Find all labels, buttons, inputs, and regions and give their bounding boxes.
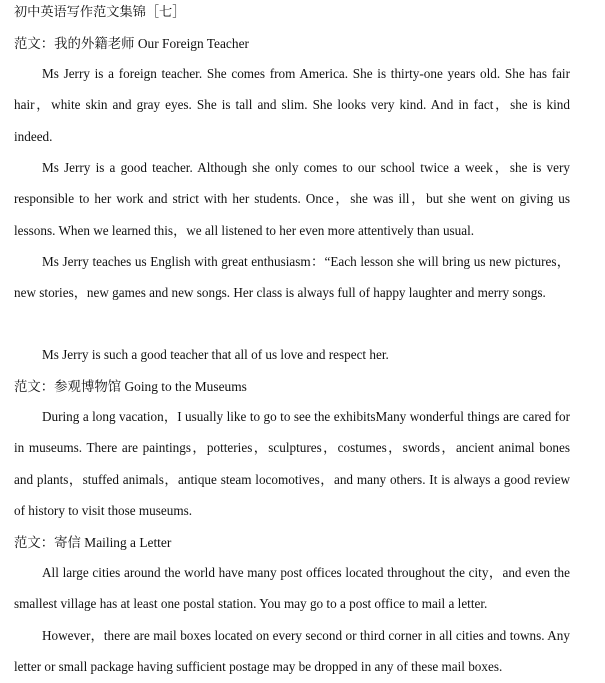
paragraph: Ms Jerry teaches us English with great enthusiasm：“Each lesson she will bring us new pictures，new stories，new games and new songs. Her class is always full of happy laughter and merry songs. — [14, 254, 570, 301]
paragraph: However，there are mail boxes located on every second or third corner in all cities and towns. Any letter or small package having sufficient postage may be dropped in any of these mail boxes. — [14, 628, 570, 675]
paragraph: Ms Jerry is a good teacher. Although she only comes to our school twice a week，she is very responsible to her work and strict with her students. Once，she was ill，but she went on giving us lessons. When we learned this，we all listened to her even more attentively than usual. — [14, 160, 570, 238]
section-heading-going-to-the-museums: 范文：参观博物馆 Going to the Museums — [14, 379, 247, 394]
paragraph: Ms Jerry is a foreign teacher. She comes from America. She is thirty-one years old. She has fair hair，white skin and gray eyes. She is tall and slim. She looks very kind. And in fact，she is kind indeed. — [14, 66, 570, 144]
paragraph: All large cities around the world have many post offices located throughout the city，and even the smallest village has at least one postal station. You may go to a post office to mail a letter. — [14, 565, 570, 612]
section-heading-our-foreign-teacher: 范文：我的外籍老师 Our Foreign Teacher — [14, 36, 249, 51]
document-title: 初中英语写作范文集锦［七］ — [14, 4, 186, 19]
section-heading-mailing-a-letter: 范文：寄信 Mailing a Letter — [14, 535, 172, 550]
paragraph: Ms Jerry is such a good teacher that all of us love and respect her. — [42, 347, 389, 362]
paragraph: During a long vacation，I usually like to go to see the exhibitsMany wonderful things are cared for in museums. There are paintings，potteries，sculptures，costumes，swords，ancient animal bones and plants，stuffed animals，antique steam locomotives，and many others. It is always a good review of history to visit those museums. — [14, 409, 570, 518]
